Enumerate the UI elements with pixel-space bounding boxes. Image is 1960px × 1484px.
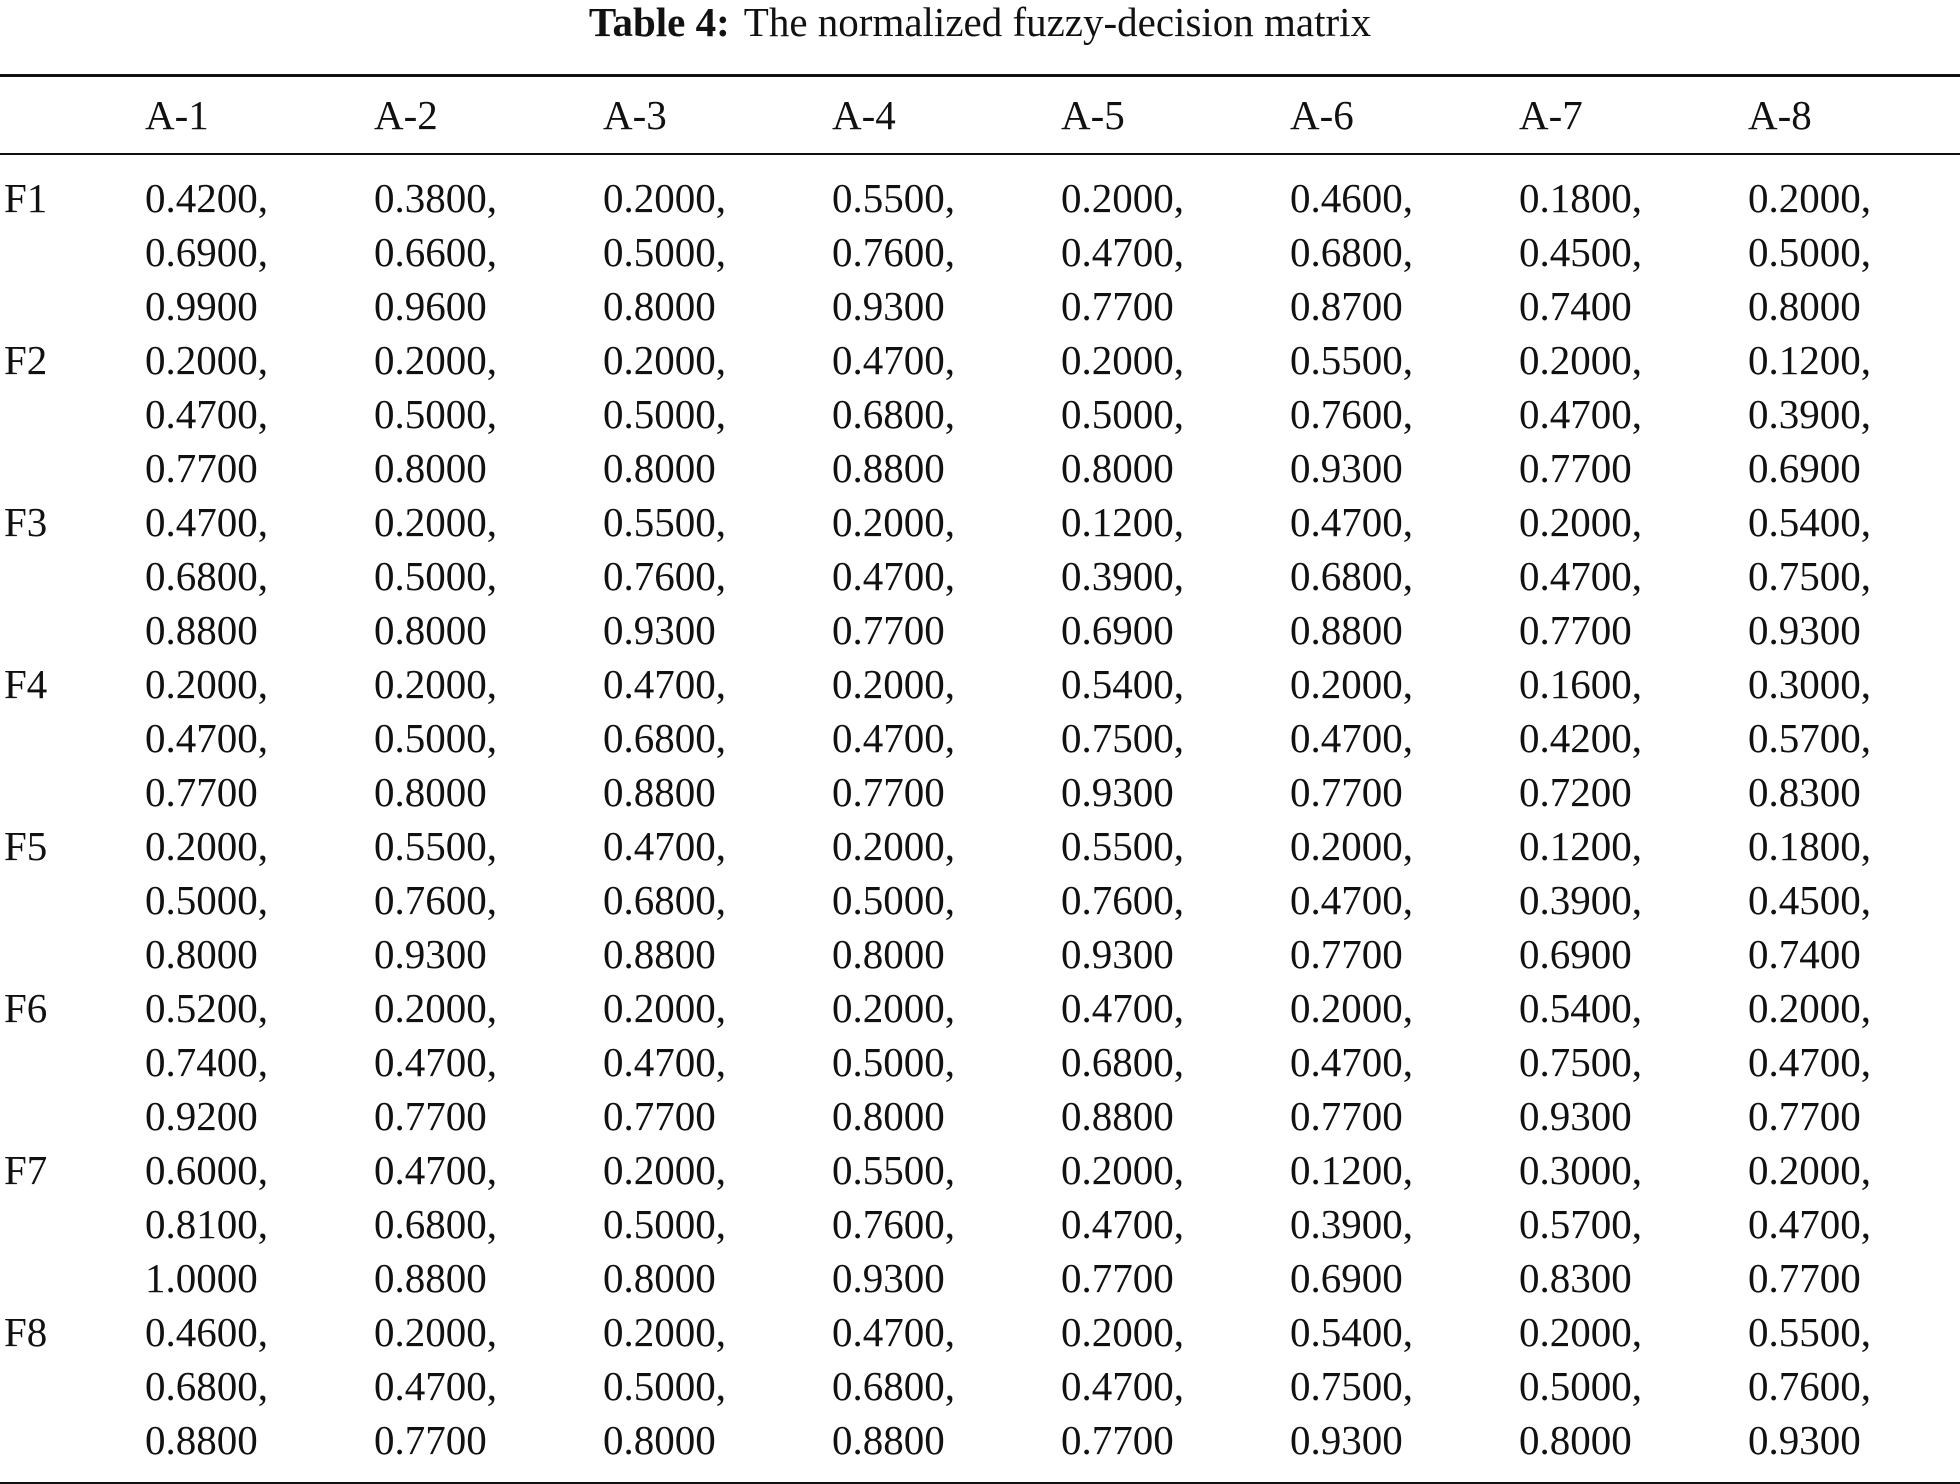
- matrix-cell: [374, 657, 603, 819]
- fuzzy-value: 0.2000,: [832, 499, 955, 545]
- fuzzy-value: 0.4700,: [1519, 553, 1642, 599]
- matrix-cell: [145, 333, 374, 495]
- fuzzy-value: 0.2000,: [1748, 1147, 1871, 1193]
- matrix-cell: [1290, 657, 1519, 819]
- fuzzy-value: 0.7400: [1748, 931, 1861, 977]
- matrix-cell: [603, 153, 832, 333]
- fuzzy-value: 0.8000: [1061, 445, 1174, 491]
- table-row: [0, 981, 1960, 1143]
- fuzzy-value: 0.4700,: [1290, 499, 1413, 545]
- matrix-cell: [832, 819, 1061, 981]
- fuzzy-value: 0.9300: [1061, 769, 1174, 815]
- fuzzy-value: 0.9300: [374, 931, 487, 977]
- matrix-cell: [1061, 1143, 1290, 1305]
- fuzzy-value: 0.8800: [1290, 607, 1403, 653]
- fuzzy-value: 0.2000,: [832, 661, 955, 707]
- matrix-cell: [603, 819, 832, 981]
- matrix-cell: [832, 657, 1061, 819]
- fuzzy-value: 0.2000,: [374, 985, 497, 1031]
- fuzzy-value: 0.6800,: [1290, 229, 1413, 275]
- fuzzy-value: 0.6800,: [832, 1363, 955, 1409]
- corner-header: [0, 77, 145, 153]
- fuzzy-value: 0.2000,: [603, 1147, 726, 1193]
- fuzzy-value: 0.4700,: [1748, 1201, 1871, 1247]
- fuzzy-value: 0.4700,: [145, 715, 268, 761]
- fuzzy-value: 0.7600,: [1748, 1363, 1871, 1409]
- fuzzy-value: 0.6900: [1290, 1255, 1403, 1301]
- fuzzy-value: 0.8000: [374, 769, 487, 815]
- fuzzy-value: 0.5500,: [603, 499, 726, 545]
- fuzzy-value: 0.7700: [145, 445, 258, 491]
- fuzzy-value: 0.5000,: [374, 553, 497, 599]
- fuzzy-value: 0.6900,: [145, 229, 268, 275]
- matrix-cell: [145, 153, 374, 333]
- matrix-cell: [1748, 1143, 1960, 1305]
- fuzzy-value: 0.1200,: [1061, 499, 1184, 545]
- fuzzy-value: 0.2000,: [603, 337, 726, 383]
- fuzzy-value: 0.9300: [1748, 1417, 1861, 1463]
- fuzzy-value: 0.9600: [374, 283, 487, 329]
- fuzzy-value: 0.7600,: [1290, 391, 1413, 437]
- table-row: [0, 333, 1960, 495]
- row-header-f5: F5: [4, 823, 48, 869]
- fuzzy-value: 0.7700: [1519, 445, 1632, 491]
- fuzzy-value: 0.7400,: [145, 1039, 268, 1085]
- fuzzy-value: 0.2000,: [1290, 661, 1413, 707]
- fuzzy-value: 0.8000: [145, 931, 258, 977]
- fuzzy-value: 0.4600,: [1290, 175, 1413, 221]
- row-header-f6: F6: [4, 985, 48, 1031]
- fuzzy-value: 0.4700,: [832, 337, 955, 383]
- fuzzy-value: 0.9300: [832, 1255, 945, 1301]
- matrix-cell: [603, 333, 832, 495]
- fuzzy-value: 0.2000,: [1519, 337, 1642, 383]
- fuzzy-value: 0.4700,: [374, 1039, 497, 1085]
- fuzzy-value: 0.7700: [603, 1093, 716, 1139]
- fuzzy-value: 0.4200,: [145, 175, 268, 221]
- fuzzy-value: 0.7700: [145, 769, 258, 815]
- fuzzy-value: 0.6000,: [145, 1147, 268, 1193]
- matrix-cell: [603, 981, 832, 1143]
- matrix-cell: [1748, 819, 1960, 981]
- fuzzy-value: 0.5000,: [603, 1363, 726, 1409]
- fuzzy-value: 0.2000,: [603, 985, 726, 1031]
- fuzzy-value: 0.7700: [1290, 769, 1403, 815]
- fuzzy-value: 0.2000,: [1061, 175, 1184, 221]
- matrix-cell: [145, 1305, 374, 1467]
- fuzzy-value: 0.8100,: [145, 1201, 268, 1247]
- fuzzy-value: 0.5000,: [1748, 229, 1871, 275]
- row-header-f1: F1: [4, 175, 48, 221]
- column-header-a-5: A-5: [1061, 91, 1125, 138]
- fuzzy-value: 0.2000,: [145, 823, 268, 869]
- fuzzy-value: 0.5500,: [374, 823, 497, 869]
- matrix-cell: [1290, 981, 1519, 1143]
- fuzzy-value: 0.4500,: [1519, 229, 1642, 275]
- fuzzy-value: 0.5000,: [603, 391, 726, 437]
- fuzzy-value: 0.6800,: [145, 553, 268, 599]
- fuzzy-value: 0.1200,: [1290, 1147, 1413, 1193]
- matrix-cell: [603, 1143, 832, 1305]
- fuzzy-value: 0.4700,: [832, 1309, 955, 1355]
- fuzzy-value: 0.3900,: [1519, 877, 1642, 923]
- fuzzy-value: 0.5200,: [145, 985, 268, 1031]
- fuzzy-value: 0.5400,: [1290, 1309, 1413, 1355]
- fuzzy-value: 0.5000,: [374, 391, 497, 437]
- fuzzy-value: 0.6800,: [832, 391, 955, 437]
- fuzzy-value: 0.4700,: [1519, 391, 1642, 437]
- fuzzy-value: 0.6900: [1748, 445, 1861, 491]
- fuzzy-value: 0.9300: [1290, 445, 1403, 491]
- matrix-cell: [1290, 819, 1519, 981]
- fuzzy-value: 1.0000: [145, 1255, 258, 1301]
- matrix-cell: [145, 1143, 374, 1305]
- fuzzy-value: 0.4700,: [1290, 715, 1413, 761]
- fuzzy-value: 0.4200,: [1519, 715, 1642, 761]
- matrix-cell: [1748, 981, 1960, 1143]
- fuzzy-value: 0.4700,: [145, 499, 268, 545]
- table-row: [0, 1143, 1960, 1305]
- fuzzy-value: 0.7500,: [1519, 1039, 1642, 1085]
- matrix-cell: [1748, 1305, 1960, 1467]
- fuzzy-value: 0.8000: [603, 1417, 716, 1463]
- fuzzy-value: 0.8000: [603, 283, 716, 329]
- fuzzy-value: 0.7600,: [1061, 877, 1184, 923]
- fuzzy-value: 0.4700,: [145, 391, 268, 437]
- matrix-cell: [1748, 495, 1960, 657]
- fuzzy-value: 0.8700: [1290, 283, 1403, 329]
- fuzzy-value: 0.4700,: [374, 1147, 497, 1193]
- fuzzy-value: 0.5000,: [603, 1201, 726, 1247]
- column-header-a-1: A-1: [145, 91, 209, 138]
- fuzzy-value: 0.8000: [603, 445, 716, 491]
- fuzzy-value: 0.5500,: [1061, 823, 1184, 869]
- fuzzy-value: 0.7700: [1748, 1255, 1861, 1301]
- fuzzy-value: 0.7700: [1748, 1093, 1861, 1139]
- column-header-a-6: A-6: [1290, 91, 1354, 138]
- fuzzy-value: 0.3000,: [1748, 661, 1871, 707]
- fuzzy-value: 0.5000,: [603, 229, 726, 275]
- fuzzy-value: 0.4700,: [1061, 1201, 1184, 1247]
- fuzzy-value: 0.5400,: [1061, 661, 1184, 707]
- fuzzy-value: 0.2000,: [145, 337, 268, 383]
- matrix-cell: [1290, 153, 1519, 333]
- fuzzy-value: 0.7400: [1519, 283, 1632, 329]
- fuzzy-value: 0.7700: [832, 607, 945, 653]
- fuzzy-value: 0.7700: [1061, 1255, 1174, 1301]
- table-row: [0, 1305, 1960, 1467]
- matrix-cell: [374, 1143, 603, 1305]
- matrix-cell: [1748, 657, 1960, 819]
- fuzzy-value: 0.8800: [832, 445, 945, 491]
- matrix-cell: [1519, 981, 1748, 1143]
- fuzzy-value: 0.9300: [1061, 931, 1174, 977]
- column-header-a-7: A-7: [1519, 91, 1583, 138]
- matrix-cell: [1061, 657, 1290, 819]
- fuzzy-value: 0.4700,: [832, 715, 955, 761]
- fuzzy-value: 0.4700,: [603, 823, 726, 869]
- matrix-cell: [1748, 333, 1960, 495]
- fuzzy-value: 0.1200,: [1748, 337, 1871, 383]
- matrix-cell: [1519, 1305, 1748, 1467]
- matrix-cell: [374, 981, 603, 1143]
- fuzzy-value: 0.7500,: [1748, 553, 1871, 599]
- matrix-cell: [374, 153, 603, 333]
- fuzzy-value: 0.5000,: [1519, 1363, 1642, 1409]
- fuzzy-value: 0.3000,: [1519, 1147, 1642, 1193]
- fuzzy-value: 0.2000,: [374, 661, 497, 707]
- fuzzy-value: 0.6900: [1519, 931, 1632, 977]
- matrix-cell: [145, 495, 374, 657]
- fuzzy-value: 0.7500,: [1290, 1363, 1413, 1409]
- fuzzy-value: 0.5500,: [832, 1147, 955, 1193]
- column-header-a-3: A-3: [603, 91, 667, 138]
- fuzzy-value: 0.2000,: [603, 1309, 726, 1355]
- column-header-a-2: A-2: [374, 91, 438, 138]
- matrix-cell: [374, 495, 603, 657]
- row-header-f4: F4: [4, 661, 48, 707]
- fuzzy-value: 0.7600,: [374, 877, 497, 923]
- fuzzy-value: 0.6800,: [145, 1363, 268, 1409]
- fuzzy-value: 0.2000,: [1290, 985, 1413, 1031]
- fuzzy-value: 0.6900: [1061, 607, 1174, 653]
- fuzzy-value: 0.5000,: [832, 1039, 955, 1085]
- fuzzy-value: 0.5500,: [1748, 1309, 1871, 1355]
- row-header-f2: F2: [4, 337, 48, 383]
- table-caption-label: Table 4:: [588, 0, 730, 45]
- fuzzy-value: 0.4600,: [145, 1309, 268, 1355]
- fuzzy-value: 0.4500,: [1748, 877, 1871, 923]
- fuzzy-value: 0.1800,: [1519, 175, 1642, 221]
- fuzzy-value: 0.5500,: [1290, 337, 1413, 383]
- matrix-cell: [603, 495, 832, 657]
- fuzzy-value: 0.5000,: [832, 877, 955, 923]
- matrix-cell: [1061, 1305, 1290, 1467]
- fuzzy-value: 0.4700,: [1061, 985, 1184, 1031]
- fuzzy-value: 0.9300: [1290, 1417, 1403, 1463]
- fuzzy-value: 0.3900,: [1061, 553, 1184, 599]
- fuzzy-value: 0.9900: [145, 283, 258, 329]
- matrix-cell: [1519, 153, 1748, 333]
- matrix-cell: [374, 333, 603, 495]
- fuzzy-value: 0.4700,: [1061, 1363, 1184, 1409]
- fuzzy-value: 0.3800,: [374, 175, 497, 221]
- fuzzy-value: 0.2000,: [1061, 1147, 1184, 1193]
- fuzzy-value: 0.5400,: [1748, 499, 1871, 545]
- table-header-row: [0, 77, 1960, 153]
- fuzzy-value: 0.5700,: [1748, 715, 1871, 761]
- fuzzy-value: 0.7500,: [1061, 715, 1184, 761]
- fuzzy-value: 0.5500,: [832, 175, 955, 221]
- fuzzy-value: 0.8800: [603, 769, 716, 815]
- fuzzy-value: 0.9300: [1748, 607, 1861, 653]
- fuzzy-value: 0.3900,: [1290, 1201, 1413, 1247]
- matrix-cell: [832, 495, 1061, 657]
- matrix-cell: [603, 1305, 832, 1467]
- fuzzy-value: 0.4700,: [1290, 1039, 1413, 1085]
- matrix-cell: [374, 819, 603, 981]
- matrix-cell: [145, 657, 374, 819]
- fuzzy-value: 0.2000,: [374, 1309, 497, 1355]
- fuzzy-value: 0.5000,: [1061, 391, 1184, 437]
- fuzzy-value: 0.2000,: [145, 661, 268, 707]
- matrix-cell: [145, 819, 374, 981]
- matrix-cell: [374, 1305, 603, 1467]
- fuzzy-value: 0.8800: [145, 1417, 258, 1463]
- fuzzy-value: 0.7200: [1519, 769, 1632, 815]
- fuzzy-value: 0.7700: [1290, 1093, 1403, 1139]
- matrix-cell: [832, 153, 1061, 333]
- row-header-f7: F7: [4, 1147, 48, 1193]
- fuzzy-value: 0.8800: [145, 607, 258, 653]
- fuzzy-value: 0.8000: [832, 931, 945, 977]
- fuzzy-value: 0.8800: [1061, 1093, 1174, 1139]
- fuzzy-value: 0.8800: [374, 1255, 487, 1301]
- matrix-cell: [832, 1143, 1061, 1305]
- fuzzy-value: 0.4700,: [832, 553, 955, 599]
- column-header-a-4: A-4: [832, 91, 896, 138]
- fuzzy-value: 0.2000,: [374, 499, 497, 545]
- fuzzy-value: 0.6800,: [1061, 1039, 1184, 1085]
- fuzzy-value: 0.6800,: [603, 715, 726, 761]
- matrix-cell: [1519, 495, 1748, 657]
- fuzzy-value: 0.4700,: [1748, 1039, 1871, 1085]
- fuzzy-value: 0.8000: [1519, 1417, 1632, 1463]
- matrix-cell: [1290, 1143, 1519, 1305]
- fuzzy-value: 0.2000,: [832, 985, 955, 1031]
- fuzzy-value: 0.8800: [832, 1417, 945, 1463]
- matrix-cell: [1061, 981, 1290, 1143]
- fuzzy-value: 0.7700: [1061, 283, 1174, 329]
- matrix-cell: [1061, 495, 1290, 657]
- fuzzy-value: 0.5400,: [1519, 985, 1642, 1031]
- fuzzy-value: 0.9300: [832, 283, 945, 329]
- matrix-cell: [1061, 153, 1290, 333]
- fuzzy-value: 0.5000,: [145, 877, 268, 923]
- fuzzy-value: 0.6600,: [374, 229, 497, 275]
- fuzzy-value: 0.8300: [1748, 769, 1861, 815]
- row-header-f8: F8: [4, 1309, 48, 1355]
- matrix-cell: [603, 657, 832, 819]
- fuzzy-value: 0.8000: [603, 1255, 716, 1301]
- table-body: [0, 153, 1960, 1467]
- fuzzy-value: 0.7700: [1519, 607, 1632, 653]
- matrix-cell: [1290, 495, 1519, 657]
- fuzzy-value: 0.1800,: [1748, 823, 1871, 869]
- fuzzy-value: 0.2000,: [1290, 823, 1413, 869]
- matrix-cell: [1519, 1143, 1748, 1305]
- matrix-cell: [1290, 1305, 1519, 1467]
- matrix-cell: [832, 1305, 1061, 1467]
- fuzzy-value: 0.7700: [1061, 1417, 1174, 1463]
- fuzzy-value: 0.6800,: [1290, 553, 1413, 599]
- fuzzy-value: 0.2000,: [1519, 499, 1642, 545]
- fuzzy-value: 0.2000,: [1748, 985, 1871, 1031]
- table-caption: [0, 0, 1960, 44]
- fuzzy-value: 0.7700: [374, 1093, 487, 1139]
- fuzzy-value: 0.2000,: [1061, 1309, 1184, 1355]
- fuzzy-value: 0.7700: [832, 769, 945, 815]
- fuzzy-value: 0.6800,: [603, 877, 726, 923]
- matrix-cell: [832, 333, 1061, 495]
- fuzzy-value: 0.2000,: [1061, 337, 1184, 383]
- fuzzy-value: 0.8000: [1748, 283, 1861, 329]
- fuzzy-value: 0.4700,: [603, 1039, 726, 1085]
- table-caption-title: The normalized fuzzy-decision matrix: [743, 0, 1372, 45]
- table-row: [0, 495, 1960, 657]
- fuzzy-value: 0.7600,: [832, 229, 955, 275]
- fuzzy-value: 0.6800,: [374, 1201, 497, 1247]
- table-row: [0, 819, 1960, 981]
- fuzzy-value: 0.7600,: [603, 553, 726, 599]
- fuzzy-value: 0.9300: [603, 607, 716, 653]
- matrix-cell: [1061, 819, 1290, 981]
- fuzzy-value: 0.1200,: [1519, 823, 1642, 869]
- fuzzy-value: 0.9200: [145, 1093, 258, 1139]
- column-header-a-8: A-8: [1748, 91, 1812, 138]
- matrix-cell: [145, 981, 374, 1143]
- fuzzy-value: 0.4700,: [1061, 229, 1184, 275]
- fuzzy-value: 0.2000,: [832, 823, 955, 869]
- fuzzy-value: 0.3900,: [1748, 391, 1871, 437]
- fuzzy-value: 0.8300: [1519, 1255, 1632, 1301]
- fuzzy-value: 0.9300: [1519, 1093, 1632, 1139]
- fuzzy-value: 0.4700,: [1290, 877, 1413, 923]
- fuzzy-value: 0.7700: [374, 1417, 487, 1463]
- fuzzy-value: 0.2000,: [1519, 1309, 1642, 1355]
- fuzzy-value: 0.2000,: [1748, 175, 1871, 221]
- matrix-cell: [1290, 333, 1519, 495]
- fuzzy-value: 0.5700,: [1519, 1201, 1642, 1247]
- matrix-cell: [832, 981, 1061, 1143]
- fuzzy-decision-matrix-table: [0, 77, 1960, 1467]
- fuzzy-value: 0.8000: [374, 445, 487, 491]
- fuzzy-value: 0.4700,: [374, 1363, 497, 1409]
- fuzzy-value: 0.7600,: [832, 1201, 955, 1247]
- fuzzy-value: 0.8000: [374, 607, 487, 653]
- fuzzy-value: 0.8000: [832, 1093, 945, 1139]
- fuzzy-value: 0.4700,: [603, 661, 726, 707]
- matrix-cell: [1519, 819, 1748, 981]
- table-row: [0, 153, 1960, 333]
- matrix-cell: [1519, 657, 1748, 819]
- fuzzy-value: 0.2000,: [603, 175, 726, 221]
- matrix-cell: [1519, 333, 1748, 495]
- fuzzy-value: 0.1600,: [1519, 661, 1642, 707]
- fuzzy-value: 0.2000,: [374, 337, 497, 383]
- fuzzy-value: 0.8800: [603, 931, 716, 977]
- matrix-cell: [1061, 333, 1290, 495]
- table-row: [0, 657, 1960, 819]
- fuzzy-value: 0.7700: [1290, 931, 1403, 977]
- row-header-f3: F3: [4, 499, 48, 545]
- fuzzy-value: 0.5000,: [374, 715, 497, 761]
- matrix-cell: [1748, 153, 1960, 333]
